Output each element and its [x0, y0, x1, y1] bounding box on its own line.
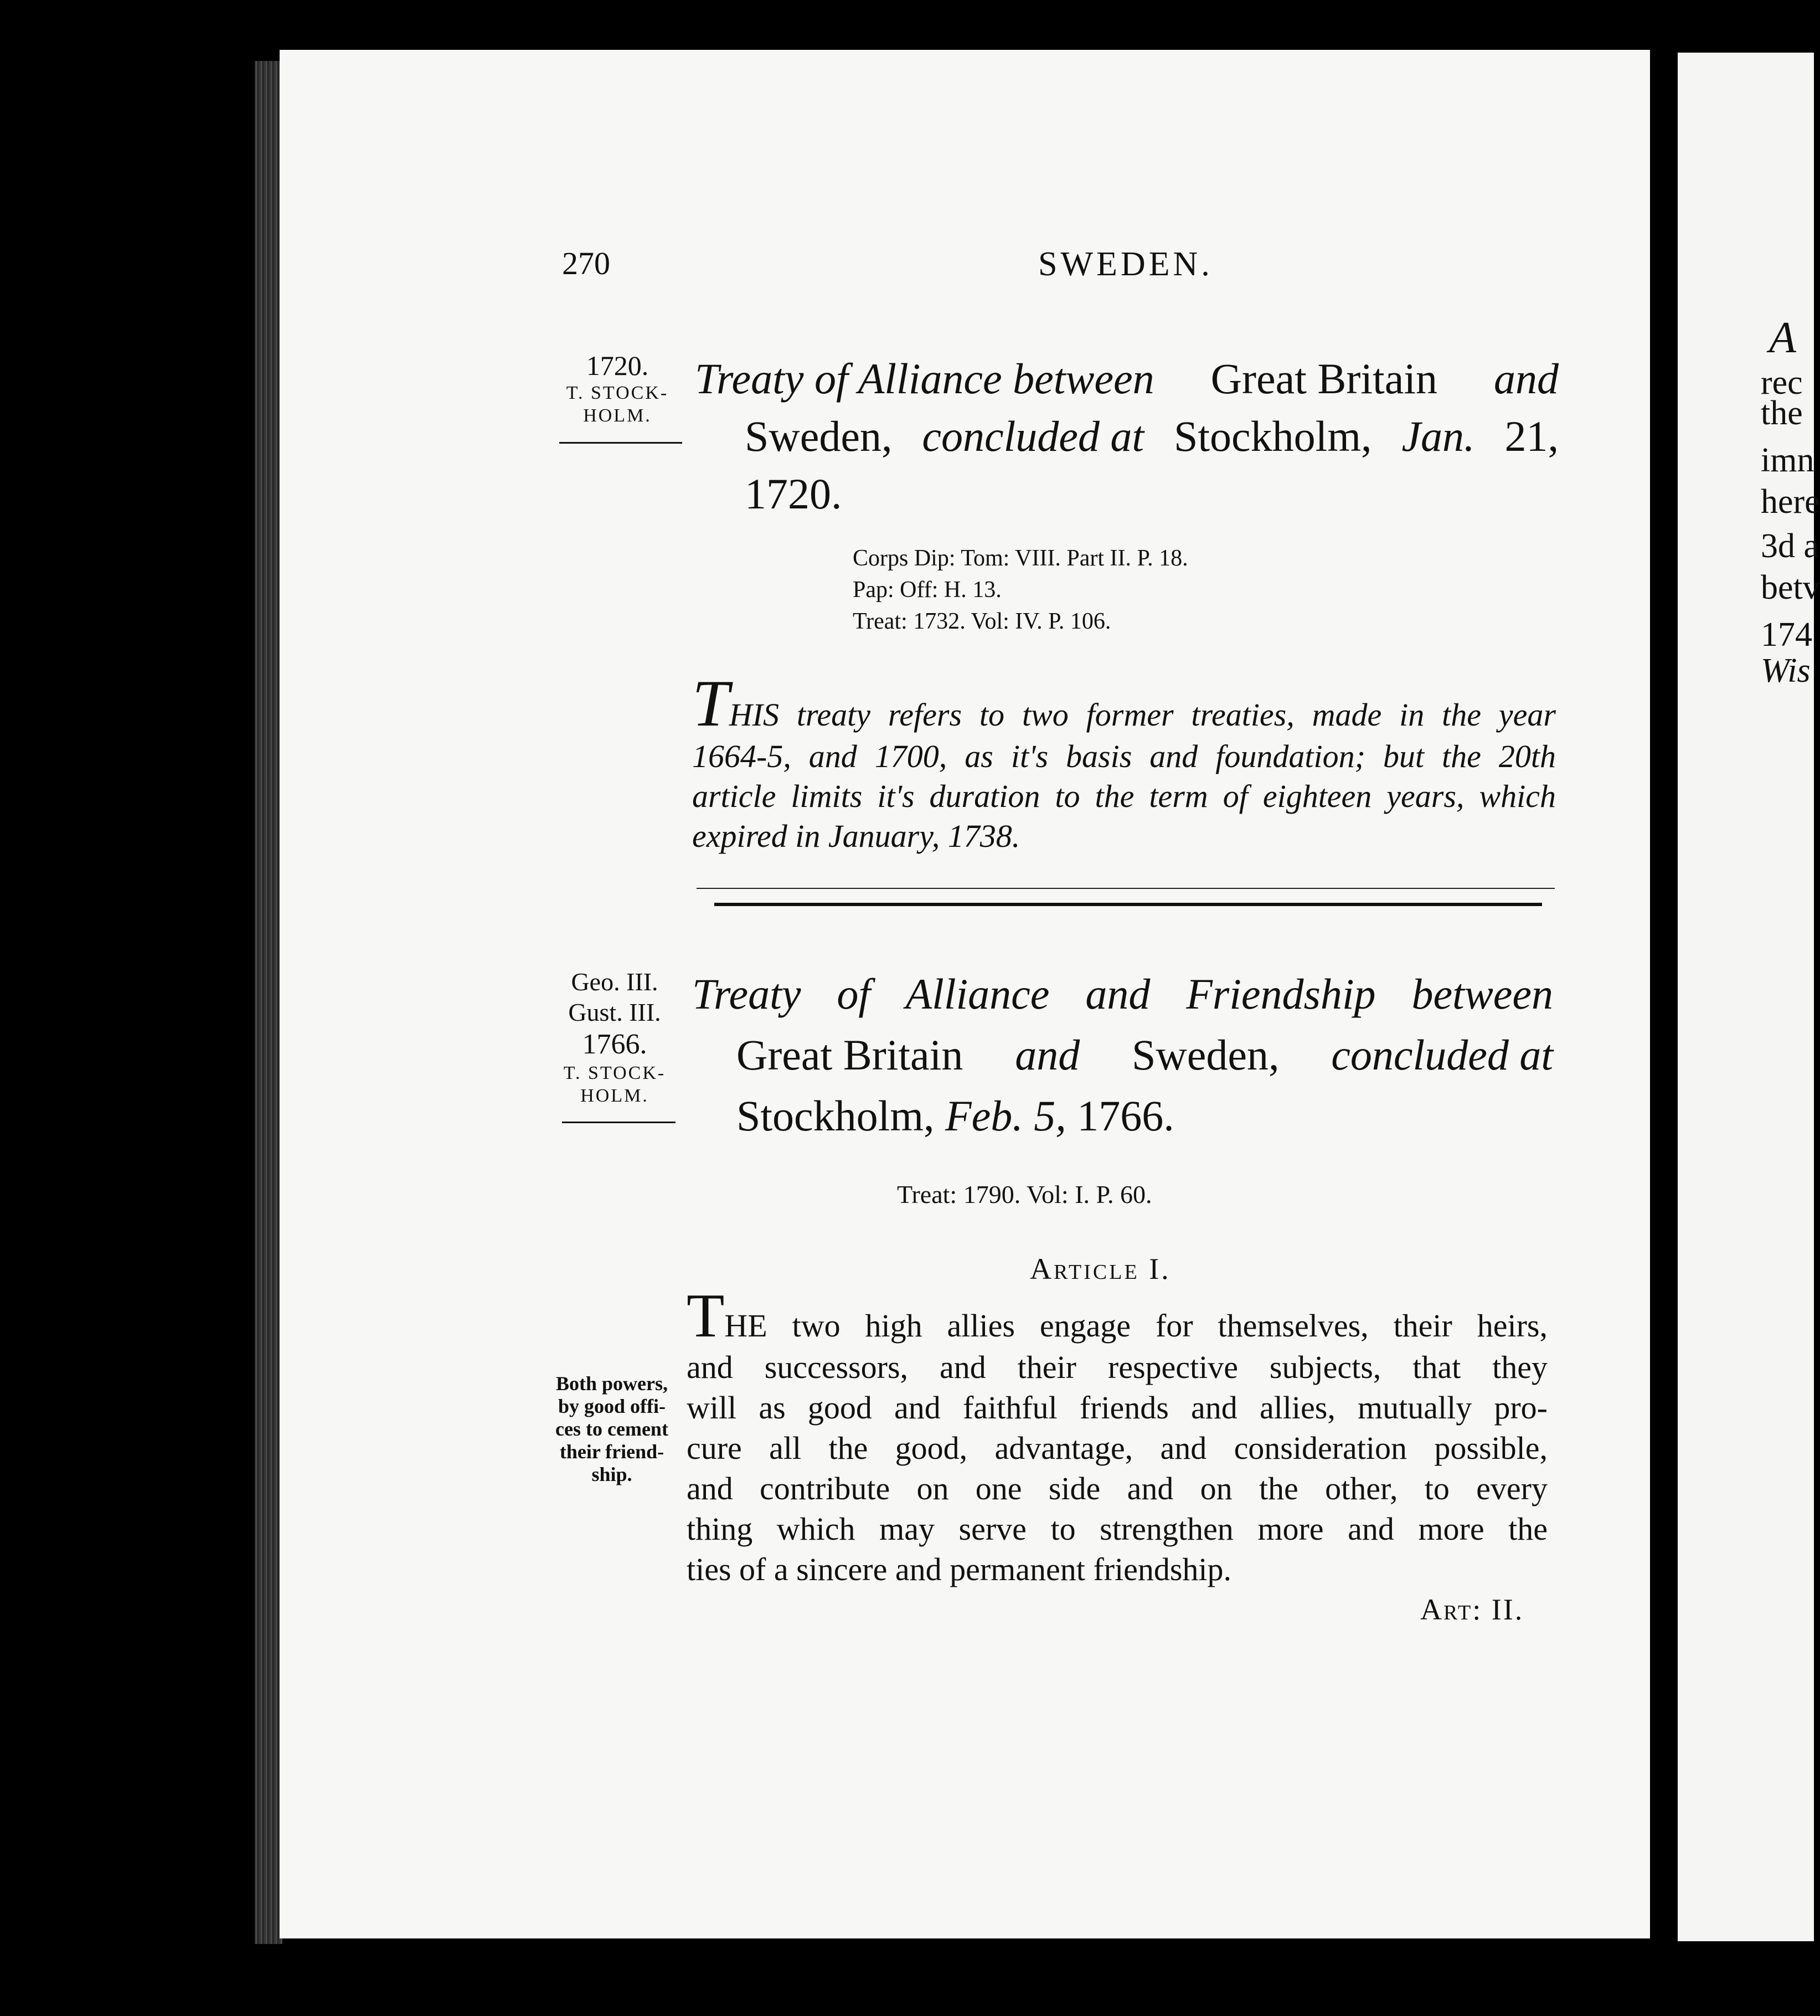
title-text: Stockholm, [1174, 412, 1372, 460]
treaty-1766-title [692, 964, 1553, 1146]
book-spine-edge [255, 61, 282, 1944]
facing-page-fragment: here [1761, 483, 1820, 521]
summary-line: article limits it's duration to the term of eighteen years, which [692, 778, 1556, 814]
title-text-italic: Jan. [1401, 412, 1475, 460]
facing-page-fragment: betv [1761, 569, 1820, 606]
title-text-italic: and [1015, 1031, 1080, 1079]
title-line [695, 408, 1559, 465]
side-place: T. STOCK- [563, 1062, 666, 1083]
margin-note-line: ces to cement [555, 1418, 668, 1440]
title-text-italic: Treaty of Alliance between [695, 354, 1154, 403]
margin-note-line: Both powers, [555, 1372, 668, 1395]
margin-note-line: ship. [591, 1463, 632, 1485]
title-line [692, 1025, 1553, 1086]
article-line: and successors, and their respective subjects, that they [687, 1349, 1548, 1385]
summary-text: HIS treaty refers to two former treaties, made in the year [729, 697, 1556, 733]
article-line: ties of a sincere and permanent friendship. [687, 1551, 1232, 1587]
title-text-italic: and [1494, 354, 1559, 403]
title-line [695, 350, 1559, 408]
section-divider-thick [714, 903, 1542, 906]
title-text-italic: Feb. 5, [934, 1092, 1066, 1140]
facing-page-fragment: 3d a [1761, 527, 1819, 565]
title-text: 21, [1504, 412, 1559, 460]
treaty-1720-references [853, 543, 1188, 637]
article-1-text [687, 1282, 1548, 1590]
side-reign: Gust. III. [568, 998, 661, 1027]
side-place: T. STOCK- [566, 383, 669, 403]
side-note-1766 [548, 966, 681, 1107]
side-note-rule [562, 1122, 676, 1123]
facing-page-fragment: imn [1761, 441, 1814, 479]
treaty-1720-title [695, 350, 1559, 523]
summary-line [692, 666, 1556, 740]
facing-page-fragment: rec [1761, 364, 1803, 402]
article-line: thing which may serve to strengthen more and more the [687, 1511, 1548, 1547]
title-text: Sweden, [745, 412, 893, 460]
title-text-italic: concluded at [1331, 1031, 1553, 1079]
margin-note-line: by good offi- [558, 1395, 666, 1417]
title-line [695, 465, 1559, 523]
side-note-1720 [559, 349, 676, 428]
article-heading: Article I. [1030, 1252, 1171, 1285]
facing-page-fragment: Wis [1761, 652, 1811, 690]
title-line: Treaty of Alliance and Friendship between [692, 970, 1553, 1018]
margin-note-line: their friend- [559, 1441, 664, 1463]
facing-page-fragment: 174 [1761, 616, 1812, 654]
drop-cap: T [687, 1282, 725, 1350]
article-line: cure all the good, advantage, and consideration possible, [687, 1430, 1548, 1466]
summary-line: 1664-5, and 1700, as it's basis and foundation; but the 20th [692, 738, 1556, 774]
catchword: Art: II. [1420, 1593, 1524, 1626]
title-text: 1720. [745, 470, 842, 518]
title-text: Great Britain [1210, 354, 1438, 403]
treaty-1720-summary [692, 666, 1556, 856]
article-line: will as good and faithful friends and allies, mutually pro- [687, 1390, 1548, 1426]
facing-page-fragment: A [1769, 313, 1796, 362]
title-text: 1766. [1066, 1092, 1174, 1140]
treaty-1766-reference: Treat: 1790. Vol: I. P. 60. [897, 1180, 1152, 1208]
title-text-italic: concluded at [922, 412, 1144, 460]
section-divider-thin [697, 888, 1555, 889]
drop-cap: T [692, 666, 729, 740]
facing-page-fragment: the [1761, 394, 1803, 432]
article-line [687, 1282, 1548, 1350]
article-text: HE two high allies engage for themselves, their heirs, [724, 1308, 1548, 1344]
side-note-rule [559, 442, 682, 444]
running-head: SWEDEN. [1038, 245, 1213, 283]
summary-line: expired in January, 1738. [692, 818, 1020, 854]
reference-line: Pap: Off: H. 13. [853, 577, 1002, 603]
side-year: 1720. [586, 350, 649, 381]
title-line [692, 1086, 1553, 1146]
reference-line: Corps Dip: Tom: VIII. Part II. P. 18. [853, 546, 1188, 571]
title-text: Great Britain [736, 1031, 963, 1079]
side-year: 1766. [582, 1028, 647, 1061]
side-reign: Geo. III. [571, 968, 658, 996]
article-line: and contribute on one side and on the other, to every [687, 1470, 1548, 1506]
title-text: Stockholm, [736, 1092, 935, 1140]
page-number: 270 [562, 245, 610, 281]
facing-page-edge [1678, 53, 1820, 1941]
margin-note [548, 1372, 676, 1486]
side-place: HOLM. [580, 1085, 649, 1106]
reference-line: Treat: 1732. Vol: IV. P. 106. [853, 609, 1111, 634]
side-place: HOLM. [583, 405, 652, 426]
title-text: Sweden, [1132, 1031, 1280, 1079]
